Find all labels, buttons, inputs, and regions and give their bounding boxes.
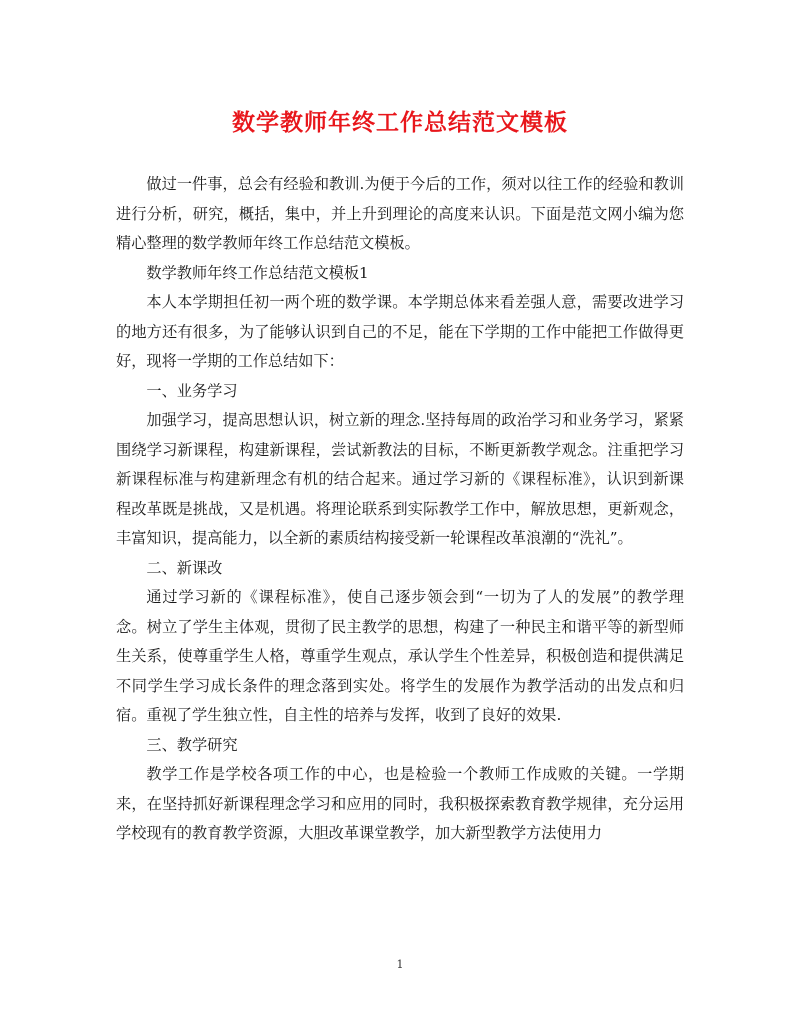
intro-paragraph: 做过一件事，总会有经验和教训.为便于今后的工作，须对以往工作的经验和教训进行分析，研究，概括，集中，并上升到理论的高度来认识。下面是范文网小编为您精心整理的数学教师年终工作总结范文模板。 (116, 175, 684, 252)
subtitle-heading: 数学教师年终工作总结范文模板1 (146, 263, 369, 282)
page-number: 1 (396, 958, 404, 971)
section-heading-business-study: 一、业务学习 (146, 381, 238, 400)
section-text-teaching-research: 教学工作是学校各项工作的中心，也是检验一个教师工作成败的关键。一学期来，在坚持抓好新课程理念学习和应用的同时，我积极探索教育教学规律，充分运用学校现有的教育教学资源，大胆改革课堂教学，加大新型教学方法使用力 (116, 765, 684, 842)
section-text-new-curriculum: 通过学习新的《课程标准》，使自己逐步领会到“一切为了人的发展”的教学理念。树立了学生主体观，贯彻了民主教学的思想，构建了一种民主和谐平等的新型师生关系，使尊重学生人格，尊重学生观点，承认学生个性差异，积极创造和提供满足不同学生学习成长条件的理念落到实处。将学生的发展作为教学活动的出发点和归宿。重视了学生独立性，自主性的培养与发挥，收到了良好的效果. (116, 588, 684, 724)
section-heading-teaching-research: 三、教学研究 (146, 735, 238, 754)
document-body (116, 170, 684, 849)
opening-paragraph: 本人本学期担任初一两个班的数学课。本学期总体来看差强人意，需要改进学习的地方还有很多，为了能够认识到自己的不足，能在下学期的工作中能把工作做得更好，现将一学期的工作总结如下： (116, 293, 684, 370)
document-title: 数学教师年终工作总结范文模板 (232, 109, 568, 136)
section-text-business-study: 加强学习，提高思想认识，树立新的理念.坚持每周的政治学习和业务学习，紧紧围绕学习新课程，构建新课程，尝试新教法的目标，不断更新教学观念。注重把学习新课程标准与构建新理念有机的结合起来。通过学习新的《课程标准》，认识到新课程改革既是挑战，又是机遇。将理论联系到实际教学工作中，解放思想，更新观念，丰富知识，提高能力，以全新的素质结构接受新一轮课程改革浪潮的“洗礼”。 (116, 411, 684, 547)
section-heading-new-curriculum: 二、新课改 (146, 558, 223, 577)
